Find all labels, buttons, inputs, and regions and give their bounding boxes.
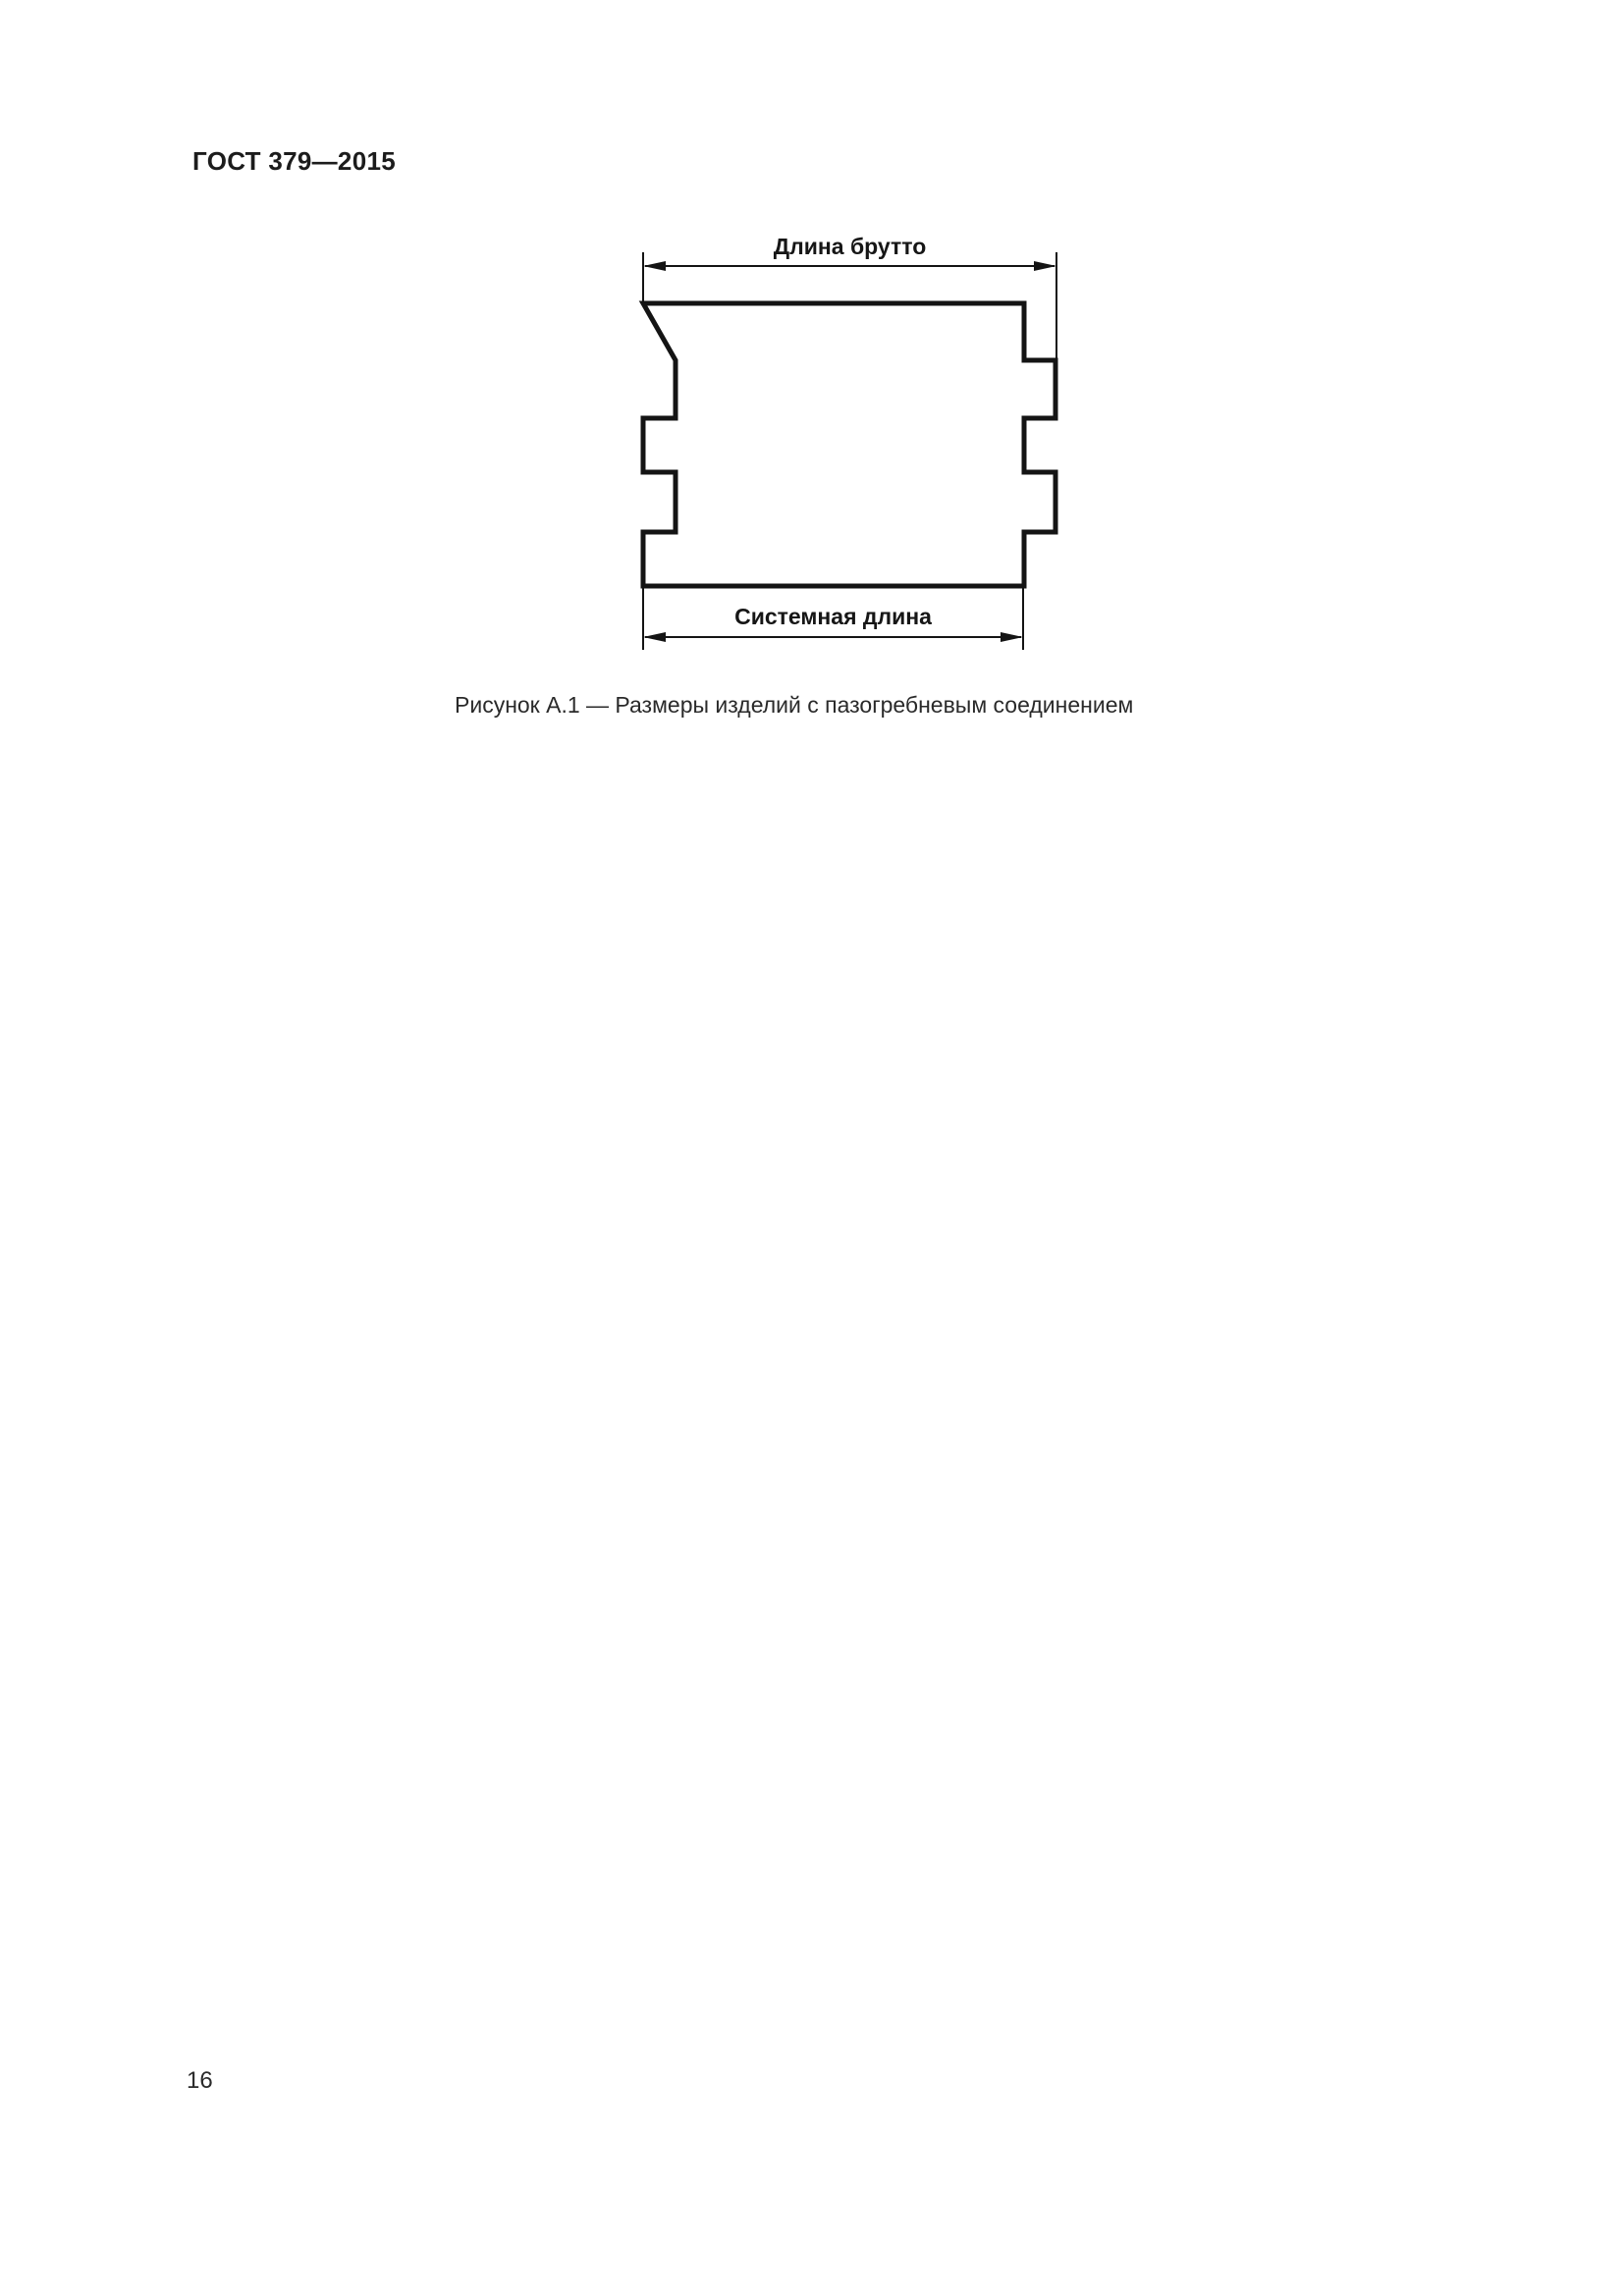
arrowhead-right-icon [1034, 261, 1056, 271]
document-header-title: ГОСТ 379—2015 [192, 146, 396, 176]
block-outline [643, 303, 1056, 586]
system-length-label: Системная длина [734, 604, 932, 629]
arrowhead-left-icon [643, 261, 666, 271]
page-number: 16 [187, 2067, 213, 2094]
gross-length-label: Длина брутто [773, 234, 927, 259]
figure-caption: Рисунок А.1 — Размеры изделий с пазогребневым соединением [455, 692, 1134, 718]
arrowhead-right-icon [1001, 632, 1023, 642]
arrowhead-left-icon [643, 632, 666, 642]
